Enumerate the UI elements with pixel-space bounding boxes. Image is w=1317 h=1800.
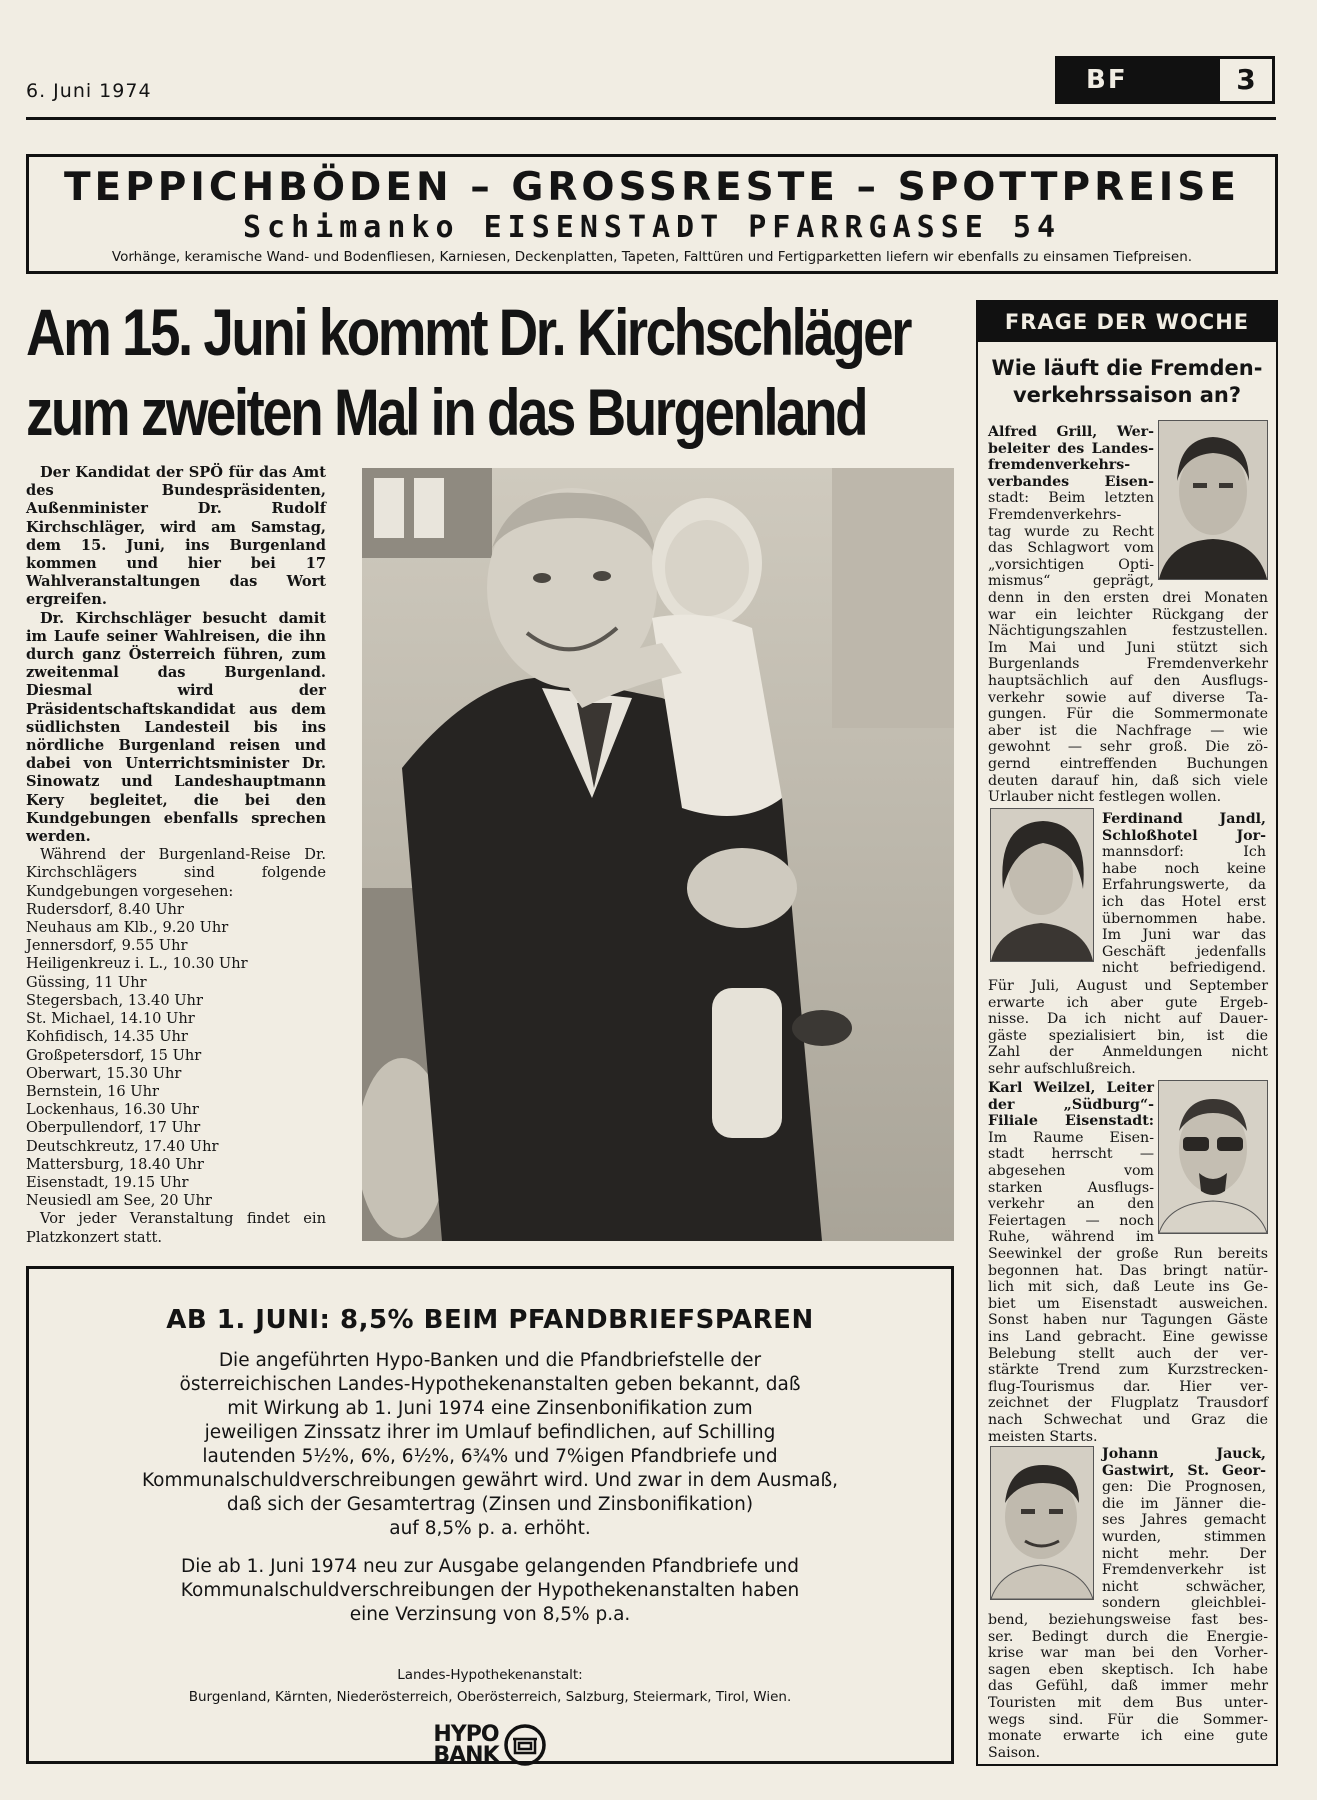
answer-line: starken Ausflugs-	[988, 1179, 1154, 1196]
answer-line: erwarte ich aber gute Ergeb-	[988, 994, 1268, 1011]
answer-line: monate erwarte ich eine gute	[988, 1728, 1268, 1745]
answer-line: wegs sind. Für die Sommer-	[988, 1711, 1268, 1728]
schedule-item: Bernstein, 16 Uhr	[26, 1082, 159, 1100]
ad-title: AB 1. JUNI: 8,5% BEIM PFANDBRIEFSPAREN	[166, 1305, 814, 1335]
institution-label: Landes-Hypothekenanstalt:	[397, 1667, 583, 1683]
ad-line: Kommunalschuldverschreibungen der Hypothekenanstalten haben	[180, 1580, 800, 1601]
page-marker	[1055, 56, 1275, 104]
institution-list: Burgenland, Kärnten, Niederösterreich, Oberösterreich, Salzburg, Steiermark, Tirol, Wien.	[188, 1689, 792, 1705]
ad-line: Die angeführten Hypo-Banken und die Pfandbriefstelle der	[218, 1350, 762, 1371]
answer-line: Erfahrungswerte, da	[1102, 877, 1266, 894]
header-rule	[26, 117, 1276, 120]
answer-line: Schloßhotel Jor-	[1102, 827, 1266, 844]
answer-line: war ein leichter Rückgang der	[988, 606, 1268, 623]
answer-ferdinand-jandl-intro	[1102, 811, 1266, 977]
logo-line: BANK	[433, 1743, 499, 1768]
answer-line: „vorsichtigen Opti-	[988, 556, 1154, 573]
answer-line: Filiale Eisenstadt:	[988, 1113, 1154, 1130]
answer-line: nicht befriedigend.	[1102, 960, 1266, 977]
logo-emblem-icon	[503, 1723, 547, 1767]
answer-line: Urlauber nicht festlegen wollen.	[988, 789, 1222, 806]
headline-line-1: Am 15. Juni kommt Dr. Kirchschläger	[26, 295, 911, 369]
logo-text	[433, 1724, 498, 1766]
answer-line: denn in den ersten drei Monaten	[988, 590, 1268, 606]
answer-line: Karl Weilzel, Leiter	[988, 1080, 1154, 1096]
answer-line: ser. Bedingt durch die Energie-	[988, 1628, 1268, 1645]
ad-line: lautenden 5½%, 6%, 6½%, 6¾% und 7%igen Pfandbriefe und	[202, 1446, 778, 1467]
ad-line: jeweiligen Zinssatz ihrer im Umlauf befindlichen, auf Schilling	[204, 1422, 776, 1443]
section-label: BF	[1058, 59, 1220, 101]
sidebar-question	[976, 355, 1278, 409]
schedule-item: Neuhaus am Klb., 9.20 Uhr	[26, 919, 229, 937]
answer-line: Im Raume Eisen-	[988, 1129, 1154, 1146]
schedule-item: Jennersdorf, 9.55 Uhr	[26, 937, 188, 955]
answer-line: begonnen hat. Das bringt natür-	[988, 1262, 1268, 1279]
hypobank-advertisement	[26, 1266, 954, 1768]
schedule-item: Stegersbach, 13.40 Uhr	[26, 991, 203, 1009]
answer-line: stadt herrscht —	[988, 1146, 1154, 1163]
ad-line: daß sich der Gesamtertrag (Zinsen und Zinsbonifikation)	[226, 1494, 754, 1515]
answer-line: Alfred Grill, Wer-	[988, 424, 1154, 440]
answer-line: die im Jänner die-	[1102, 1495, 1266, 1512]
answer-line: stadt: Beim letzten	[988, 490, 1154, 507]
ad-body	[29, 1349, 951, 1627]
answer-line: nicht mehr. Der	[1102, 1545, 1266, 1562]
ad-line: österreichischen Landes-Hypothekenanstalten geben bekannt, daß	[179, 1374, 801, 1395]
answer-ferdinand-jandl-body	[988, 978, 1268, 1078]
question-line: verkehrssaison an?	[1012, 383, 1242, 407]
answer-line: sagen eben skeptisch. Ich habe	[988, 1661, 1268, 1678]
article-closing: Vor jeder Veranstaltung findet ein Platzkonzert statt.	[26, 1210, 326, 1246]
answer-line: das Gefühl, daß immer mehr	[988, 1678, 1268, 1695]
answer-line: abgesehen vom	[988, 1162, 1154, 1179]
portrait-alfred-grill	[1158, 420, 1268, 580]
schedule-item: Güssing, 11 Uhr	[26, 973, 147, 991]
answer-line: Zahl der Anmeldungen nicht	[988, 1044, 1268, 1061]
answer-line: Ruhe, während im	[988, 1229, 1154, 1246]
answer-line: aber ist die Nachfrage — wie	[988, 722, 1268, 739]
ad-line: Kommunalschuldverschreibungen gewährt wird. Und zwar in dem Ausmaß,	[141, 1470, 839, 1491]
answer-line: stärkte Trend zum Kurzstrecken-	[988, 1362, 1268, 1379]
answer-line: sehr aufschlußreich.	[988, 1060, 1136, 1077]
sidebar-title: FRAGE DER WOCHE	[976, 302, 1278, 342]
answer-line: das Schlagwort vom	[988, 540, 1154, 557]
schedule-item: Deutschkreutz, 17.40 Uhr	[26, 1137, 219, 1155]
answer-line: deuten darauf hin, daß sich viele	[988, 772, 1268, 789]
answer-line: hauptsächlich auf den Ausflugs-	[988, 672, 1268, 689]
answer-johann-jauck-intro	[1102, 1446, 1266, 1612]
schedule-item: Heiligenkreuz i. L., 10.30 Uhr	[26, 955, 248, 973]
answer-line: krise war man bei den Vorher-	[988, 1645, 1268, 1662]
article-body	[26, 464, 326, 1247]
schedule-item: Mattersburg, 18.40 Uhr	[26, 1155, 204, 1173]
article-lead: Der Kandidat der SPÖ für das Amt des Bundespräsidenten, Außenminister Dr. Rudolf Kirchschläger, wird am Samstag, dem 15. Juni, ins Burgenland kommen und hier bei 17 Wahlveranstaltungen das Wort ergreifen.	[26, 464, 326, 609]
schedule-item: Rudersdorf, 8.40 Uhr	[26, 900, 184, 918]
answer-line: mannsdorf: Ich	[1102, 844, 1266, 861]
ad-details: Vorhänge, keramische Wand- und Bodenfliesen, Karniesen, Deckenplatten, Tapeten, Falttüren und Fertigparketten liefern wir ebenfalls zu einsamen Tiefpreisen.	[111, 249, 1193, 265]
article-paragraph: Während der Burgenland-Reise Dr. Kirchschlägers sind folgende Kundgebungen vorgesehen:	[26, 846, 326, 900]
hypobank-logo	[29, 1723, 951, 1767]
answer-line: übernommen habe.	[1102, 910, 1266, 927]
answer-line: gewohnt — sehr groß. Die zö-	[988, 739, 1268, 756]
answer-line: nisse. Da ich nicht auf Dauer-	[988, 1011, 1268, 1028]
answer-line: habe noch keine	[1102, 860, 1266, 877]
answer-line: Im Mai und Juni stützt sich	[988, 639, 1268, 656]
portrait-ferdinand-jandl	[990, 808, 1094, 962]
answer-line: biet um Eisenstadt ausweichen.	[988, 1295, 1268, 1312]
answer-line: mismus“ geprägt,	[988, 573, 1154, 590]
answer-line: wurden, stimmen	[1102, 1528, 1266, 1545]
answer-line: tag wurde zu Recht	[988, 523, 1154, 540]
schedule-item: Großpetersdorf, 15 Uhr	[26, 1046, 202, 1064]
ad-line: eine Verzinsung von 8,5% p.a.	[349, 1604, 631, 1625]
answer-line: nach Schwechat und Graz die	[988, 1411, 1268, 1428]
ad-line: Die ab 1. Juni 1974 neu zur Ausgabe gelangenden Pfandbriefe und	[181, 1556, 799, 1577]
answer-line: gäste spezialisiert bin, ist die	[988, 1027, 1268, 1044]
ad-headline: TEPPICHBÖDEN – GROSSRESTE – SPOTTPREISE	[63, 165, 1241, 210]
answer-line: fremdenverkehrs-	[988, 457, 1131, 474]
answer-line: Burgenlands Fremdenverkehr	[988, 656, 1268, 673]
answer-line: beleiter des Landes-	[988, 440, 1154, 457]
answer-line: meisten Starts.	[988, 1428, 1098, 1445]
answer-line: ses Jahres gemacht	[1102, 1512, 1266, 1529]
event-schedule	[26, 901, 326, 1210]
answer-line: Saison.	[988, 1744, 1041, 1761]
answer-line: ich das Hotel erst	[1102, 893, 1266, 910]
ad-line: mit Wirkung ab 1. Juni 1974 eine Zinsenbonifikation zum	[227, 1398, 753, 1419]
article-paragraph: Dr. Kirchschläger besucht damit im Laufe seiner Wahlreisen, die ihn durch ganz Österreich führen, zum zweitenmal das Burgenland. Diesmal wird der Präsidentschaftskandidat aus dem südlichsten Landesteil bis ins nördliche Burgenland reisen und dabei von Unterrichtsminister Dr. Sinowatz und Landeshauptmann Kery begleitet, die bei den Kundgebungen ebenfalls sprechen werden.	[26, 609, 326, 846]
ad-line: auf 8,5% p. a. erhöht.	[389, 1518, 591, 1539]
ad-address: Schimanko EISENSTADT PFARRGASSE 54	[242, 210, 1062, 245]
answer-line: verkehr an den	[988, 1196, 1154, 1213]
question-line: Wie läuft die Fremden-	[991, 356, 1263, 380]
answer-alfred-grill-intro	[988, 424, 1154, 590]
answer-karl-weilzel-intro	[988, 1080, 1154, 1246]
logo-line: HYPO	[433, 1722, 499, 1747]
answer-line: verkehr sowie auf diverse Ta-	[988, 689, 1268, 706]
answer-line: Im Juni war das	[1102, 927, 1266, 944]
answer-line: Gastwirt, St. Geor-	[1102, 1462, 1266, 1479]
answer-line: Ferdinand Jandl,	[1102, 811, 1266, 827]
answer-line: flug-Tourismus dar. Hier ver-	[988, 1378, 1268, 1395]
candidate-photo	[362, 468, 954, 1241]
answer-line: Seewinkel der große Run bereits	[988, 1246, 1268, 1262]
portrait-karl-weilzel	[1158, 1080, 1268, 1234]
answer-line: sondern gleichblei-	[1102, 1595, 1266, 1612]
answer-line: gen: Die Prognosen,	[1102, 1479, 1266, 1496]
schedule-item: St. Michael, 14.10 Uhr	[26, 1010, 195, 1028]
portrait-johann-jauck	[990, 1446, 1094, 1600]
answer-line: Johann Jauck,	[1102, 1446, 1266, 1462]
schedule-item: Kohfidisch, 14.35 Uhr	[26, 1028, 188, 1046]
answer-line: Sonst haben nur Tagungen Gäste	[988, 1312, 1268, 1329]
answer-johann-jauck-body	[988, 1612, 1268, 1761]
answer-line: verbandes Eisen-	[988, 473, 1154, 490]
answer-line: Touristen mit dem Bus unter-	[988, 1694, 1268, 1711]
answer-line: Feiertagen — noch	[988, 1212, 1154, 1229]
answer-line: lich mit sich, daß Leute ins Ge-	[988, 1279, 1268, 1296]
answer-line: Fremdenverkehrs-	[988, 506, 1122, 523]
answer-line: Fremdenverkehr ist	[1102, 1562, 1266, 1579]
schedule-item: Neusiedl am See, 20 Uhr	[26, 1192, 212, 1210]
answer-alfred-grill-body	[988, 590, 1268, 806]
answer-line: Nächtigungszahlen festzustellen.	[988, 623, 1268, 640]
carpet-advertisement	[26, 154, 1278, 274]
schedule-item: Oberwart, 15.30 Uhr	[26, 1064, 182, 1082]
answer-line: gernd eintreffenden Buchungen	[988, 755, 1268, 772]
answer-line: zeichnet der Flugplatz Trausdorf	[988, 1395, 1268, 1412]
answer-line: der „Südburg“-	[988, 1096, 1154, 1113]
answer-line: Für Juli, August und September	[988, 978, 1268, 994]
issue-date: 6. Juni 1974	[26, 80, 152, 102]
answer-karl-weilzel-body	[988, 1246, 1268, 1445]
main-headline	[26, 292, 911, 452]
answer-line: nicht schwächer,	[1102, 1578, 1266, 1595]
page-number: 3	[1220, 59, 1272, 101]
answer-line: Geschäft jedenfalls	[1102, 943, 1266, 960]
answer-line: Belebung stellt auch der ver-	[988, 1345, 1268, 1362]
answer-line: gungen. Für die Sommermonate	[988, 706, 1268, 723]
headline-line-2: zum zweiten Mal in das Burgenland	[26, 375, 867, 449]
schedule-item: Lockenhaus, 16.30 Uhr	[26, 1101, 199, 1119]
spacer	[89, 1541, 891, 1555]
answer-line: bend, beziehungsweise fast bes-	[988, 1612, 1268, 1628]
schedule-item: Eisenstadt, 19.15 Uhr	[26, 1173, 189, 1191]
schedule-item: Oberpullendorf, 17 Uhr	[26, 1119, 201, 1137]
answer-line: ins Land gebracht. Eine gewisse	[988, 1328, 1268, 1345]
